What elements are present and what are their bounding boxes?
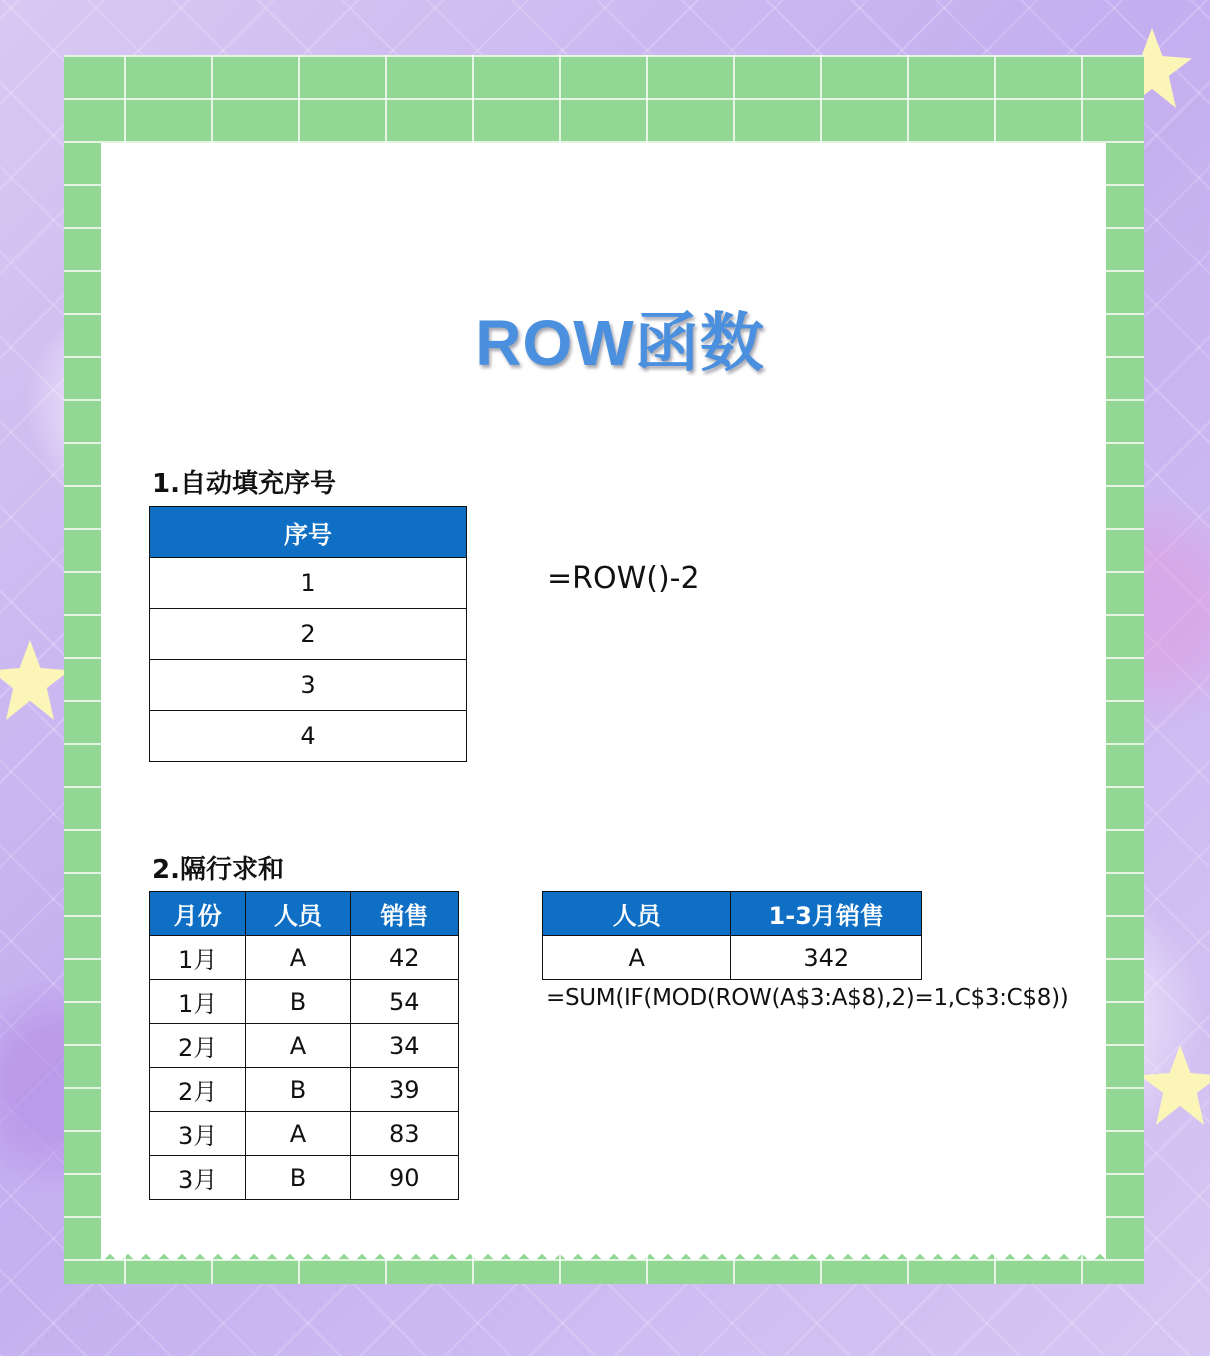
- table-cell: B: [246, 1068, 350, 1112]
- table-cell: 54: [350, 980, 458, 1024]
- table-cell: 3月: [150, 1112, 246, 1156]
- table-row: [150, 660, 467, 711]
- table-cell: 83: [350, 1112, 458, 1156]
- column-header-sales: 销售: [350, 892, 458, 936]
- table-cell: 3: [150, 660, 467, 711]
- index-table: [149, 506, 467, 762]
- star-decoration-left: [0, 640, 70, 720]
- table-row: [150, 609, 467, 660]
- table-row: [150, 1068, 459, 1112]
- table-cell: 4: [150, 711, 467, 762]
- table-cell: 34: [350, 1024, 458, 1068]
- table-row: [150, 558, 467, 609]
- star-decoration-right: [1140, 1045, 1210, 1125]
- column-header-total-sales: 1-3月销售: [731, 892, 922, 936]
- result-table: [542, 891, 922, 980]
- table-cell: 42: [350, 936, 458, 980]
- table-cell: 1月: [150, 936, 246, 980]
- table-cell: 2: [150, 609, 467, 660]
- table-cell: A: [246, 1024, 350, 1068]
- table-cell: 90: [350, 1156, 458, 1200]
- table-cell: 39: [350, 1068, 458, 1112]
- table-row: [150, 936, 459, 980]
- column-header-month: 月份: [150, 892, 246, 936]
- table-row: [150, 1156, 459, 1200]
- page-title: ROW函数: [475, 307, 765, 379]
- table-cell: 2月: [150, 1068, 246, 1112]
- table-cell: 2月: [150, 1024, 246, 1068]
- table-cell: B: [246, 1156, 350, 1200]
- table-cell: A: [246, 1112, 350, 1156]
- table-row: [150, 980, 459, 1024]
- index-table-header: 序号: [150, 507, 467, 558]
- table-cell: 1月: [150, 980, 246, 1024]
- paper-zigzag-edge: [101, 1248, 1106, 1260]
- section1-heading: 1.自动填充序号: [152, 469, 336, 499]
- table-cell: 1: [150, 558, 467, 609]
- sum-formula: =SUM(IF(MOD(ROW(A$3:A$8),2)=1,C$3:C$8)): [546, 985, 1069, 1011]
- table-row: [150, 711, 467, 762]
- row-formula: =ROW()-2: [547, 561, 700, 596]
- table-row: [543, 936, 922, 980]
- table-row: [150, 1112, 459, 1156]
- column-header-person: 人员: [246, 892, 350, 936]
- table-cell: 342: [731, 936, 922, 980]
- table-cell: A: [246, 936, 350, 980]
- table-cell: 3月: [150, 1156, 246, 1200]
- table-cell: A: [543, 936, 731, 980]
- table-cell: B: [246, 980, 350, 1024]
- column-header-person: 人员: [543, 892, 731, 936]
- sales-table: [149, 891, 459, 1200]
- section2-heading: 2.隔行求和: [152, 855, 284, 885]
- table-row: [150, 1024, 459, 1068]
